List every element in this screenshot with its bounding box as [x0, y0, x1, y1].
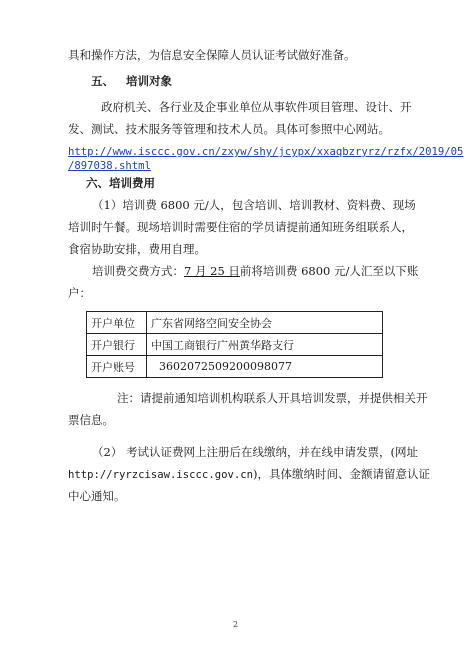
account-value: 中国工商银行广州黄华路支行 — [147, 334, 383, 356]
payment-method-text: 前将培训费 6800 元/人汇至以下账 — [239, 264, 419, 278]
paragraph-continuation: 具和操作方法，为信息安全保障人员认证考试做好准备。 — [68, 48, 356, 62]
account-label: 开户单位 — [87, 312, 147, 334]
reference-url-link[interactable]: http://www.isccc.gov.cn/zxyw/shy/jcypx/xxaqbzryrz/rzfx/2019/05 — [68, 146, 464, 158]
paragraph-line: 培训时午餐。现场培训时需要住宿的学员请提前通知班务组联系人， — [68, 220, 413, 234]
paragraph-line: 发、测试、技术服务等管理和技术人员。具体可参照中心网站。 — [68, 122, 390, 136]
paragraph-line: 食宿协助安排，费用自理。 — [68, 242, 206, 256]
payment-deadline: 7 月 25 日 — [184, 264, 240, 278]
section-heading-5 — [91, 73, 172, 89]
account-label: 开户账号 — [87, 356, 147, 378]
exam-registration-url[interactable]: http://ryrzcisaw.isccc.gov.cn — [68, 469, 253, 481]
section-heading-6 — [86, 175, 155, 191]
table-row — [87, 356, 383, 378]
paragraph-line: 中心通知。 — [68, 489, 126, 503]
note-line: 票信息。 — [68, 413, 114, 427]
payment-method-label: 培训费交费方式： — [92, 264, 184, 278]
table-row — [87, 312, 383, 334]
exam-fee-url-line — [68, 466, 430, 483]
account-value: 3602072509200098077 — [147, 356, 383, 378]
paragraph-line: 政府机关、各行业及企事业单位从事软件项目管理、设计、开 — [101, 100, 412, 114]
paragraph-text: )，具体缴纳时间、金额请留意认证 — [252, 467, 430, 481]
paragraph-line: （2） 考试认证费网上注册后在线缴纳，并在线申请发票，(网址 — [92, 445, 418, 459]
section-title: 培训对象 — [126, 74, 172, 88]
section-title: 培训费用 — [109, 176, 155, 190]
note-line: 注：请提前通知培训机构联系人开具培训发票，并提供相关开 — [117, 391, 428, 405]
account-value: 广东省网络空间安全协会 — [147, 312, 383, 334]
table-row — [87, 334, 383, 356]
paragraph-line: （1）培训费 6800 元/人，包含培训、培训教材、资料费、现场 — [92, 198, 416, 212]
reference-url-line[interactable] — [68, 157, 151, 174]
section-number: 六、 — [86, 176, 109, 190]
reference-url-link-cont[interactable]: /897038.shtml — [68, 160, 151, 172]
paragraph-line: 户： — [68, 286, 91, 300]
section-number: 五、 — [91, 74, 114, 88]
page-number: 2 — [232, 620, 239, 629]
payment-method-line — [92, 263, 418, 279]
account-label: 开户银行 — [87, 334, 147, 356]
account-table — [86, 311, 383, 378]
